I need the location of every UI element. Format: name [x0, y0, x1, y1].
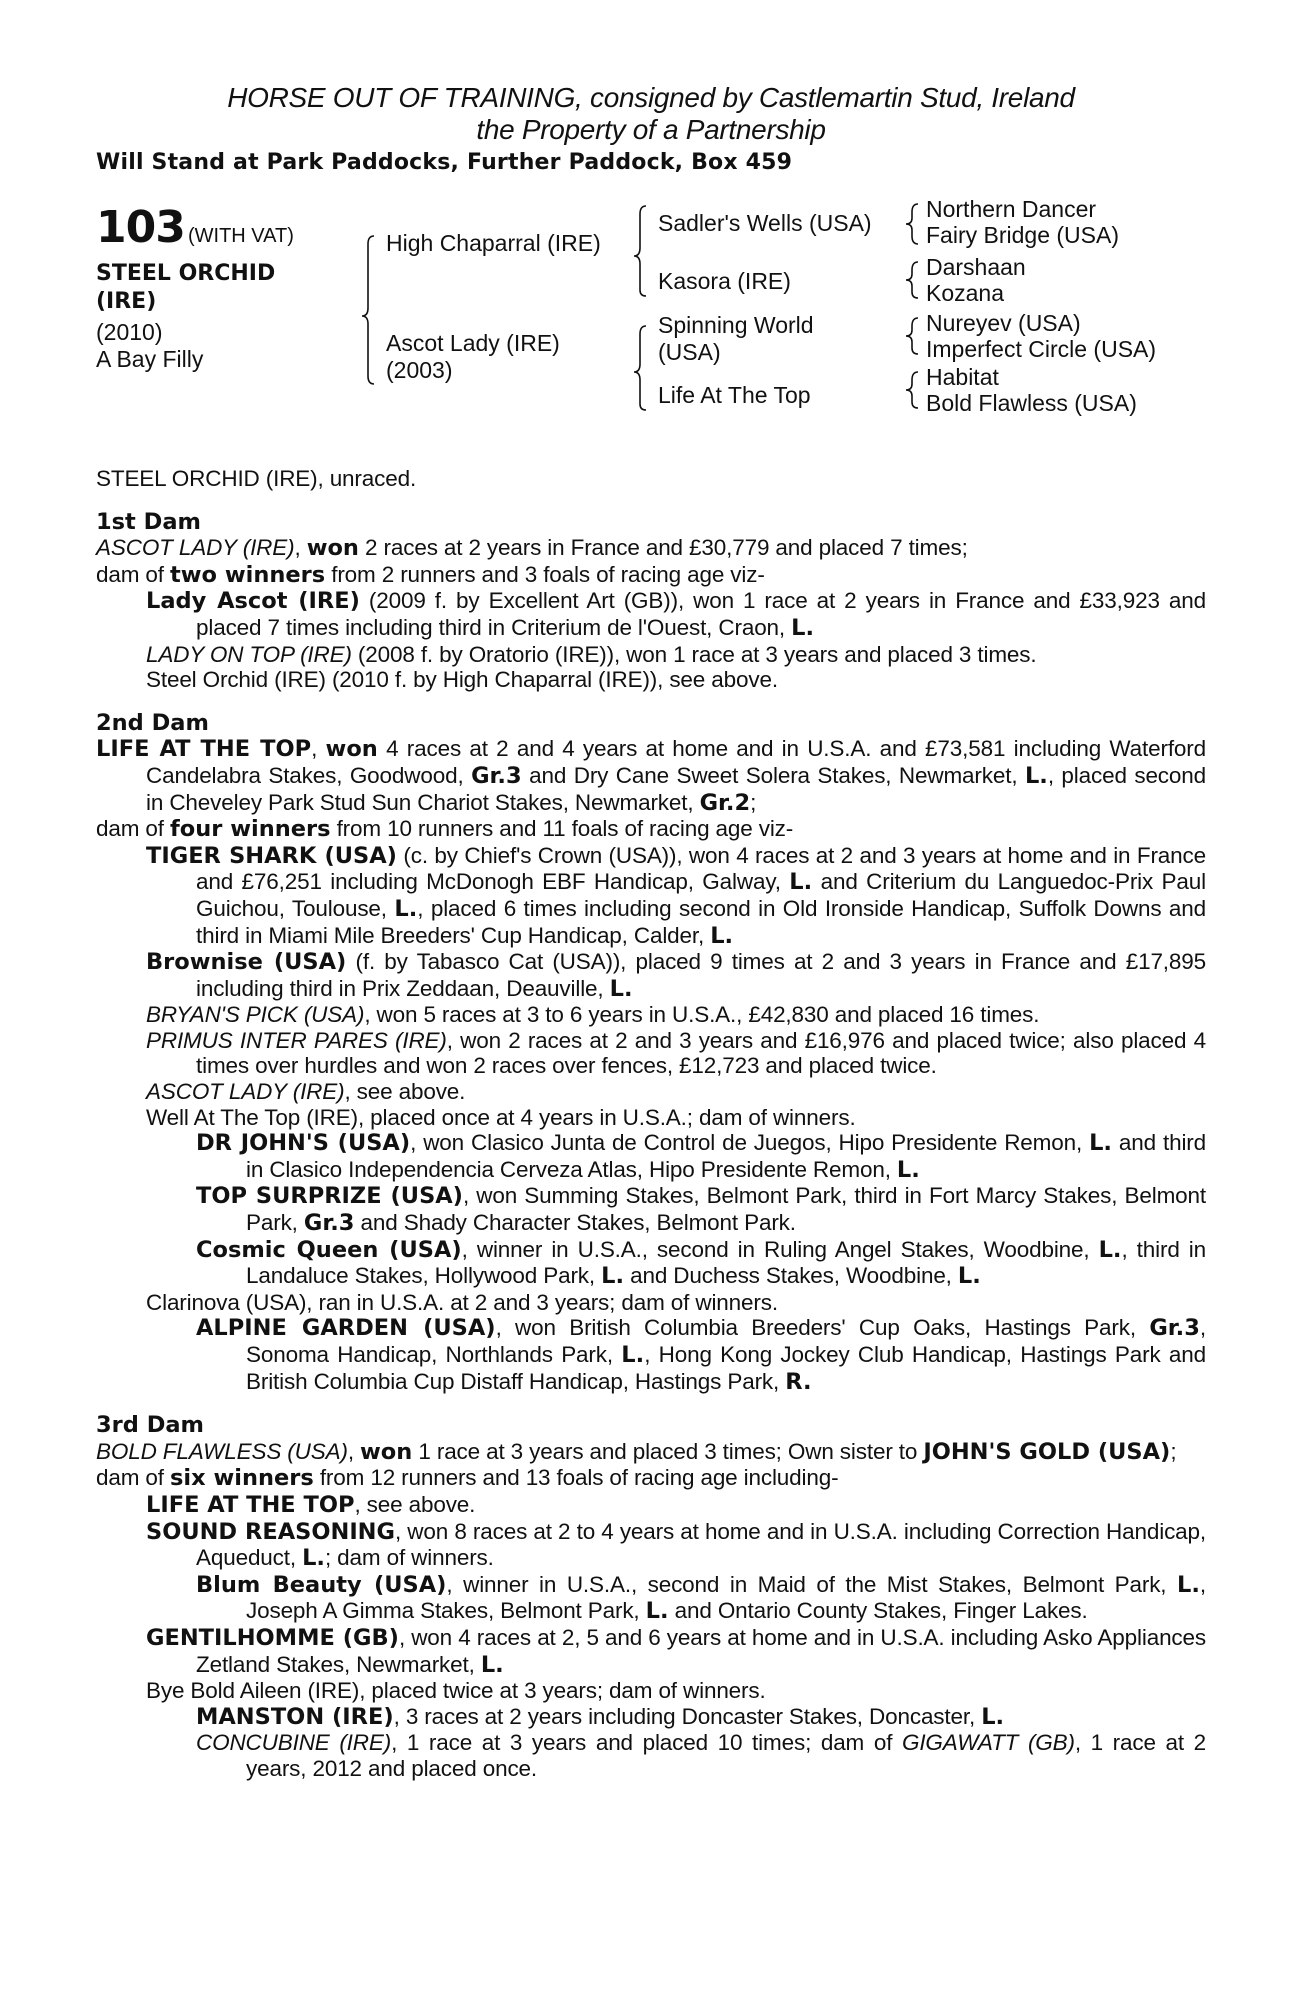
text: (2009 f. by Excellent Art (GB)), won 1 race at 2 years in France and £33,923 and placed 7 times including third in Criterium de l'Ouest, Craon, [196, 588, 1206, 640]
produce-name: GENTILHOMME (GB) [146, 1624, 399, 1651]
horse-year: (2010) [96, 319, 163, 345]
sire-sire: Sadler's Wells (USA) [658, 210, 872, 236]
dam-sire [658, 312, 814, 366]
text: , Hong Kong Jockey Club Handicap, Hastings Park and British Columbia Cup Distaff Handicap, Hastings Park, [246, 1342, 1206, 1394]
produce-entry [96, 843, 1206, 949]
text: , won 5 races at 3 to 6 years in U.S.A., £42,830 and placed 16 times. [364, 1002, 1040, 1028]
produce-name: ALPINE GARDEN (USA) [196, 1315, 496, 1342]
text: , won 8 races at 2 to 4 years at home and in U.S.A. including Correction Handicap, Aqueduct, [196, 1518, 1207, 1571]
won-label: won [360, 1438, 413, 1465]
gen3-3: Darshaan [926, 254, 1026, 280]
bracket-gen1 [362, 236, 374, 384]
text: , 1 race at 3 years and placed 10 times; dam of [391, 1730, 902, 1756]
gen3-4: Kozana [926, 280, 1005, 306]
first-dam-intro [96, 535, 1206, 562]
sep: , [311, 736, 326, 762]
text: , see above. [354, 1491, 476, 1517]
bracket-gen2-sire [634, 206, 646, 296]
grand-produce-entry [96, 1704, 1206, 1731]
produce-entry [96, 1519, 1206, 1572]
race-record [96, 466, 1206, 1782]
intro-text: 2 races at 2 years in France and £30,779 and placed 7 times; [358, 535, 968, 561]
catalogue-page [96, 82, 1206, 1782]
grand-produce-entry [96, 1730, 1206, 1781]
listed-mark: L. [394, 895, 418, 922]
produce-entry [96, 1492, 1206, 1519]
horse-name-line1: STEEL ORCHID [96, 261, 276, 286]
restricted-mark: R. [785, 1368, 812, 1395]
produce-name: GIGAWATT (GB) [901, 1730, 1075, 1756]
text: , placed 6 times including second in Old Ironside Handicap, Suffolk Downs and third in Miami Mile Breeders' Cup Handicap, Calder, [196, 895, 1206, 948]
text: , 1 race at 2 years, 2012 and placed once. [246, 1730, 1206, 1781]
unraced-note: STEEL ORCHID (IRE), unraced. [96, 466, 417, 491]
grand-produce-entry [96, 1183, 1206, 1236]
won-label: won [306, 535, 359, 562]
grand-produce-entry [96, 1130, 1206, 1183]
text: , won 2 races at 2 and 3 years and £16,976 and placed twice; also placed 4 times over hurdles and won 2 races over fences, £12,723 and placed twice. [196, 1027, 1206, 1079]
bracket-gen3-1 [906, 204, 918, 244]
produce-entry [96, 949, 1206, 1002]
listed-mark: L. [1098, 1236, 1122, 1263]
text: (2008 f. by Oratorio (IRE)), won 1 race at 3 years and placed 3 times. [351, 641, 1037, 667]
listed-mark: L. [789, 869, 813, 896]
produce-name: LADY ON TOP (IRE) [146, 641, 352, 667]
text: , third in Landaluce Stakes, Hollywood Park, [246, 1236, 1206, 1289]
listed-mark: L. [1024, 762, 1048, 789]
listed-mark: L. [609, 975, 633, 1002]
text: from 2 runners and 3 foals of racing age viz- [325, 561, 765, 587]
sire-dam: Kasora (IRE) [658, 268, 791, 294]
pedigree-block [96, 196, 1206, 450]
text: , placed second in Cheveley Park Stud Sun Chariot Stakes, Newmarket, [146, 762, 1206, 815]
first-dam-heading: 1st Dam [96, 508, 201, 535]
gen3-6: Imperfect Circle (USA) [926, 336, 1157, 362]
property-line: the Property of a Partnership [476, 114, 826, 145]
lot-number: 103 [96, 202, 185, 253]
listed-mark: L. [791, 614, 815, 641]
horse-name-line2: (IRE) [96, 289, 157, 314]
grade-mark: Gr.3 [471, 762, 522, 789]
produce-name: SOUND REASONING [146, 1518, 395, 1545]
produce-entry [96, 588, 1206, 641]
dam-line2: (2003) [386, 357, 453, 383]
horse-description: A Bay Filly [96, 346, 204, 372]
listed-mark: L. [896, 1156, 920, 1183]
winners-count: two winners [170, 561, 326, 588]
produce-entry: Bye Bold Aileen (IRE), placed twice at 3 years; dam of winners. [146, 1678, 766, 1704]
gen3-5: Nureyev (USA) [926, 310, 1081, 336]
listed-mark: L. [621, 1342, 645, 1368]
dam-line1: Ascot Lady (IRE) [386, 330, 560, 356]
produce-name: DR JOHN'S (USA) [196, 1130, 411, 1157]
text: , won Clasico Junta de Control de Juegos, Hipo Presidente Remon, [410, 1130, 1090, 1156]
text: and Dry Cane Sweet Solera Stakes, Newmarket, [521, 762, 1025, 788]
dam-sire-line2: (USA) [658, 339, 721, 365]
listed-mark: L. [1089, 1130, 1112, 1157]
bracket-gen3-2 [906, 262, 918, 298]
grade-mark: Gr.2 [699, 789, 751, 816]
listed-mark: L. [601, 1263, 624, 1290]
consignor-line: HORSE OUT OF TRAINING, consigned by Castlemartin Stud, Ireland [227, 82, 1075, 113]
produce-entry [96, 1079, 1206, 1105]
text: dam of [96, 1465, 170, 1491]
produce-entry [96, 1625, 1206, 1678]
produce-name: Lady Ascot (IRE) [146, 588, 360, 615]
gen3-7: Habitat [926, 364, 999, 390]
third-dam-section [96, 1413, 1206, 1781]
dam-name: BOLD FLAWLESS (USA) [96, 1438, 348, 1464]
produce-name: MANSTON (IRE) [196, 1703, 394, 1730]
produce-name: ASCOT LADY (IRE) [146, 1079, 345, 1105]
bracket-gen2-dam [634, 326, 646, 410]
third-dam-intro [96, 1439, 1206, 1466]
text: ; [1170, 1438, 1177, 1464]
produce-entry [96, 1002, 1206, 1028]
listed-mark: L. [1176, 1571, 1200, 1598]
second-dam-intro [96, 736, 1206, 816]
text: , see above. [344, 1079, 466, 1105]
winners-count: six winners [170, 1465, 314, 1492]
text: , winner in U.S.A., second in Maid of the Mist Stakes, Belmont Park, [446, 1571, 1177, 1597]
dam-dam: Life At The Top [658, 382, 811, 408]
listed-mark: L. [302, 1545, 325, 1572]
listed-mark: L. [981, 1703, 1005, 1730]
text: from 10 runners and 11 foals of racing age viz- [330, 816, 794, 842]
text: and third in Clasico Independencia Cerveza Atlas, Hipo Presidente Remon, [246, 1130, 1207, 1182]
text: from 12 runners and 13 foals of racing age including- [313, 1465, 839, 1491]
second-dam-produce-summary [96, 816, 1206, 843]
text: 4 races at 2 and 4 years at home and in U.S.A. and £73,581 including Waterford Candelabra Stakes, Goodwood, [146, 736, 1207, 788]
gen3-2: Fairy Bridge (USA) [926, 222, 1119, 248]
winners-count: four winners [170, 816, 331, 843]
text: , Sonoma Handicap, Northlands Park, [246, 1315, 1206, 1367]
won-label: won [325, 736, 378, 763]
produce-name: Cosmic Queen (USA) [196, 1236, 462, 1263]
first-dam-section [96, 510, 1206, 693]
text: dam of [96, 816, 170, 842]
text: and Criterium du Languedoc-Prix Paul Guichou, Toulouse, [196, 869, 1206, 921]
produce-name: TOP SURPRIZE (USA) [196, 1183, 463, 1210]
text: ; [750, 789, 757, 815]
produce-name: LIFE AT THE TOP [146, 1491, 355, 1518]
text: (c. by Chief's Crown (USA)), won 4 races at 2 and 3 years at home and in France and £76,251 including McDonogh EBF Handicap, Galway, [196, 842, 1206, 895]
dam-name: ASCOT LADY (IRE) [96, 535, 295, 561]
produce-entry [96, 642, 1206, 668]
listed-mark: L. [710, 922, 734, 949]
sire: High Chaparral (IRE) [386, 230, 601, 256]
text: and Duchess Stakes, Woodbine, [624, 1263, 958, 1289]
grade-mark: Gr.3 [1149, 1315, 1200, 1342]
first-dam-produce-summary [96, 562, 1206, 589]
lot-header [96, 82, 1206, 178]
text: and Ontario County Stakes, Finger Lakes. [668, 1598, 1088, 1624]
produce-entry: Clarinova (USA), ran in U.S.A. at 2 and 3 years; dam of winners. [146, 1289, 778, 1315]
text: ; dam of winners. [324, 1545, 494, 1571]
gen3-8: Bold Flawless (USA) [926, 390, 1137, 416]
text: dam of [96, 561, 170, 587]
listed-mark: L. [480, 1651, 504, 1678]
produce-name: BRYAN'S PICK (USA) [146, 1002, 365, 1028]
produce-entry: Steel Orchid (IRE) (2010 f. by High Chaparral (IRE)), see above. [146, 667, 778, 693]
grade-mark: Gr.3 [303, 1210, 355, 1237]
third-dam-heading: 3rd Dam [96, 1412, 204, 1439]
second-dam-section [96, 711, 1206, 1395]
sep: , [294, 535, 307, 561]
text: , won British Columbia Breeders' Cup Oaks, Hastings Park, [495, 1315, 1150, 1341]
text: , won Summing Stakes, Belmont Park, third in Fort Marcy Stakes, Belmont Park, [246, 1183, 1206, 1236]
horse-name [96, 260, 346, 316]
third-dam-produce-summary [96, 1465, 1206, 1492]
vat-note: (WITH VAT) [188, 225, 294, 247]
produce-name: Blum Beauty (USA) [196, 1571, 447, 1598]
gen3-1: Northern Dancer [926, 196, 1097, 222]
produce-name: PRIMUS INTER PARES (IRE) [146, 1027, 447, 1053]
sister-name: JOHN'S GOLD (USA) [923, 1438, 1171, 1465]
grand-produce-entry [96, 1237, 1206, 1290]
bracket-gen3-3 [906, 318, 918, 354]
text: (f. by Tabasco Cat (USA)), placed 9 times at 2 and 3 years in France and £17,895 including third in Prix Zeddaan, Deauville, [196, 949, 1206, 1001]
listed-mark: L. [957, 1263, 981, 1290]
text: and Shady Character Stakes, Belmont Park. [354, 1210, 796, 1236]
text: , winner in U.S.A., second in Ruling Angel Stakes, Woodbine, [461, 1236, 1099, 1262]
dam-name: LIFE AT THE TOP [96, 736, 312, 763]
text: , Joseph A Gimma Stakes, Belmont Park, [246, 1571, 1206, 1624]
produce-name: CONCUBINE (IRE) [196, 1730, 392, 1756]
produce-entry [96, 1028, 1206, 1079]
text: , 3 races at 2 years including Doncaster Stakes, Doncaster, [393, 1703, 982, 1729]
grand-produce-entry [96, 1315, 1206, 1395]
listed-mark: L. [645, 1598, 669, 1625]
produce-entry: Well At The Top (IRE), placed once at 4 years in U.S.A.; dam of winners. [146, 1104, 856, 1130]
stabling-line: Will Stand at Park Paddocks, Further Paddock, Box 459 [96, 150, 793, 175]
text: 1 race at 3 years and placed 3 times; Own sister to [412, 1438, 924, 1464]
sep: , [347, 1438, 361, 1464]
dam [386, 330, 560, 384]
bracket-gen3-4 [906, 372, 918, 408]
produce-name: Brownise (USA) [146, 949, 347, 976]
text: , won 4 races at 2, 5 and 6 years at home and in U.S.A. including Asko Appliances Zetland Stakes, Newmarket, [196, 1624, 1206, 1677]
grand-produce-entry [96, 1572, 1206, 1625]
produce-name: TIGER SHARK (USA) [146, 842, 397, 869]
second-dam-heading: 2nd Dam [96, 709, 209, 736]
dam-sire-line1: Spinning World [658, 312, 814, 338]
